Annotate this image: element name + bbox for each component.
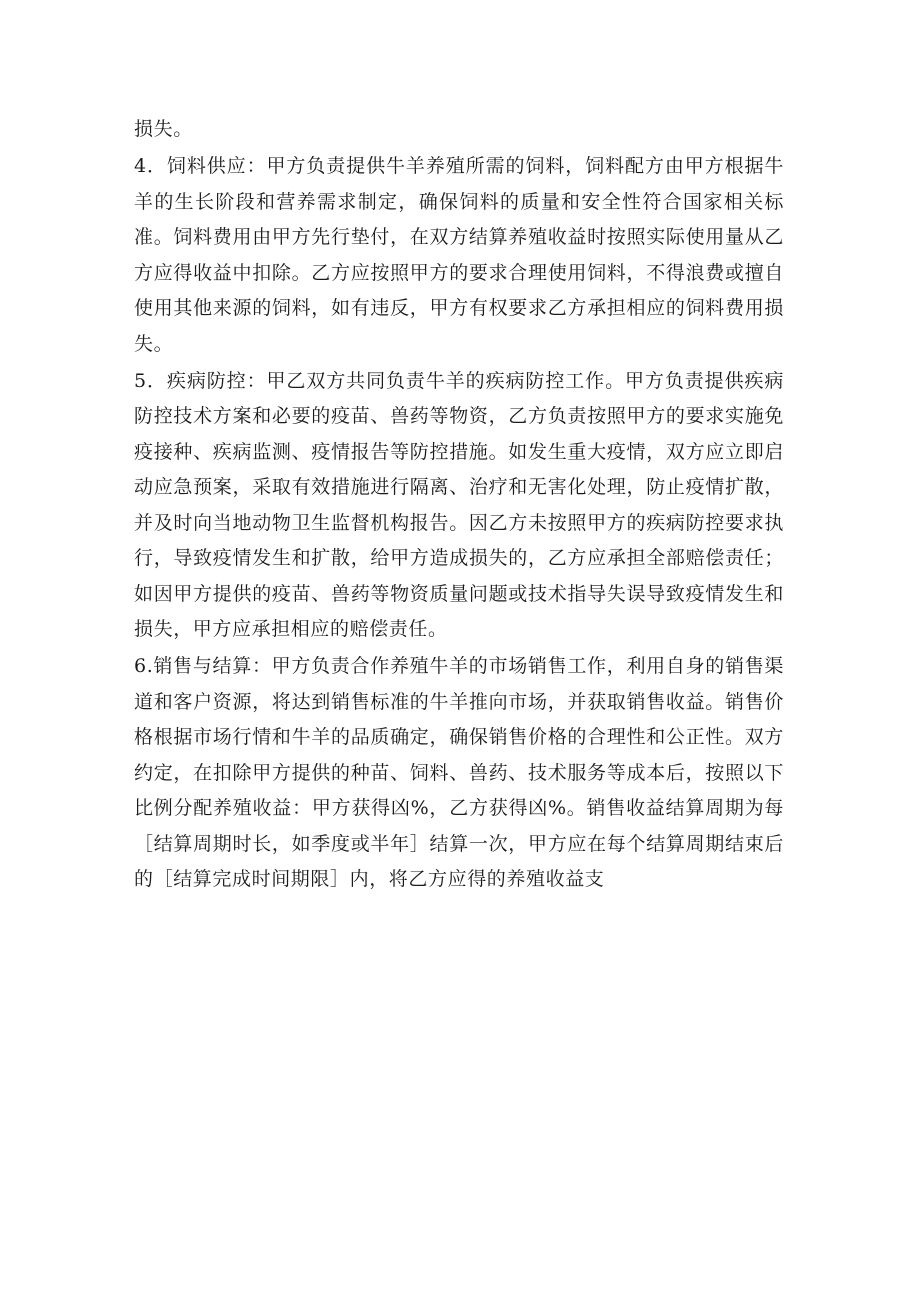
paragraph-disease-control: 5．疾病防控：甲乙双方共同负责牛羊的疾病防控工作。甲方负责提供疾病防控技术方案和必要的疫苗、兽药等物资，乙方负责按照甲方的要求实施免疫接种、疾病监测、疫情报告等防控措施。如发生重大疫情，双方应立即启动应急预案，采取有效措施进行隔离、治疗和无害化处理，防止疫情扩散，并及时向当地动物卫生监督机构报告。因乙方未按照甲方的疾病防控要求执行，导致疫情发生和扩散，给甲方造成损失的，乙方应承担全部赔偿责任；如因甲方提供的疫苗、兽药等物资质量问题或技术指导失误导致疫情发生和损失，甲方应承担相应的赔偿责任。: [134, 369, 784, 640]
document-body: [134, 112, 784, 898]
paragraph-sales-settlement: 6.销售与结算：甲方负责合作养殖牛羊的市场销售工作，利用自身的销售渠道和客户资源，将达到销售标准的牛羊推向市场，并获取销售收益。销售价格根据市场行情和牛羊的品质确定，确保销售价格的合理性和公正性。双方约定，在扣除甲方提供的种苗、饲料、兽药、技术服务等成本后，按照以下比例分配养殖收益：甲方获得凶%，乙方获得凶%。销售收益结算周期为每［结算周期时长，如季度或半年］结算一次，甲方应在每个结算周期结束后的［结算完成时间期限］内，将乙方应得的养殖收益支: [134, 655, 784, 890]
paragraph-feed-supply: 4．饲料供应：甲方负责提供牛羊养殖所需的饲料，饲料配方由甲方根据牛羊的生长阶段和营养需求制定，确保饲料的质量和安全性符合国家相关标准。饲料费用由甲方先行垫付，在双方结算养殖收益时按照实际使用量从乙方应得收益中扣除。乙方应按照甲方的要求合理使用饲料，不得浪费或擅自使用其他来源的饲料，如有违反，甲方有权要求乙方承担相应的饲料费用损失。: [134, 155, 784, 355]
paragraph-loss-continuation: 损失。: [134, 118, 193, 140]
